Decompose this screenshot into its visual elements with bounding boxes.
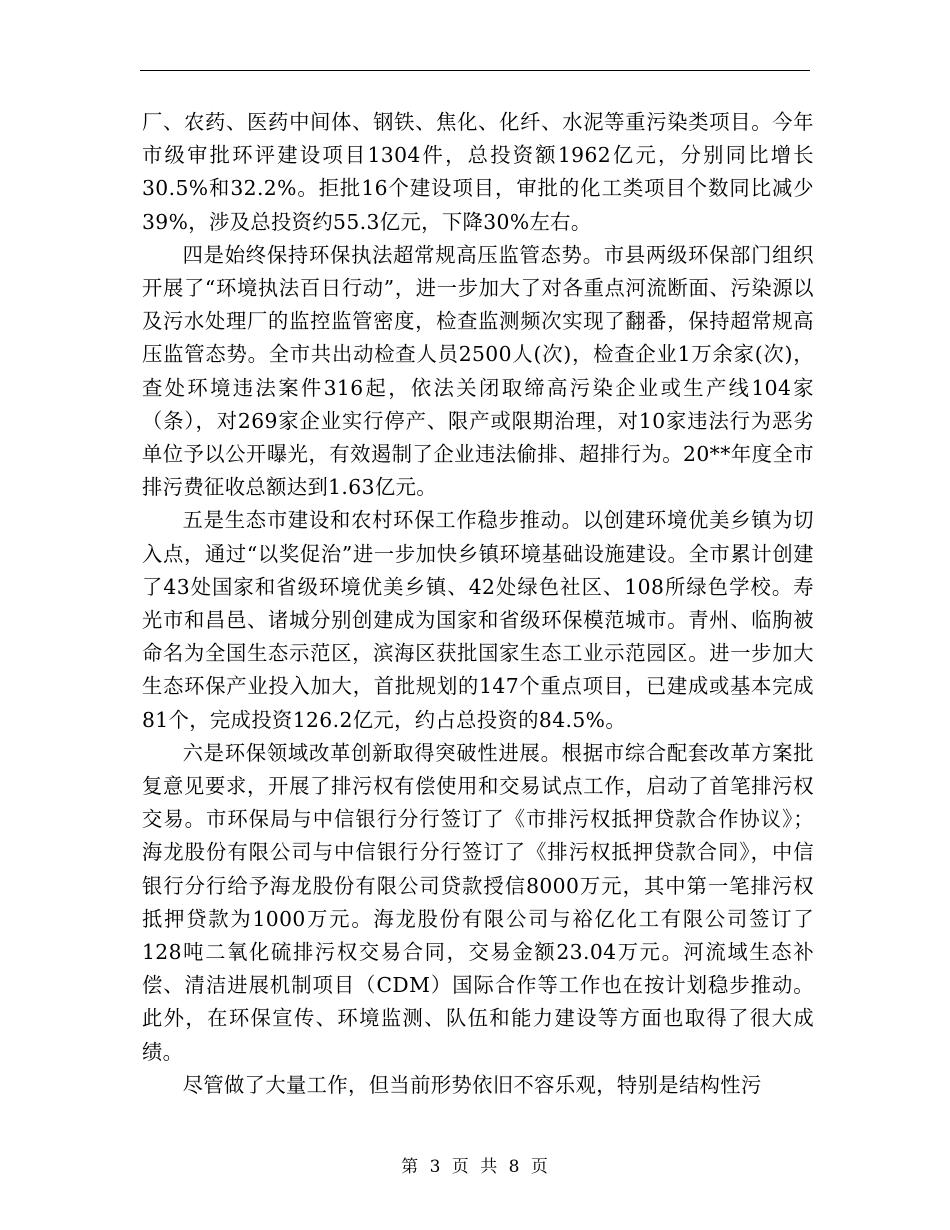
paragraph-enforcement: 四是始终保持环保执法超常规高压监管态势。市县两级环保部门组织开展了“环境执法百日行动”，进一步加大了对各重点河流断面、污染源以及污水处理厂的监控监管密度，检查监测频次实现了翻番，保持超常规高压监管态势。全市共出动检查人员2500人(次)，检查企业1万余家(次)，查处环境违法案件316起，依法关闭取缔高污染企业或生产线104家（条），对269家企业实行停产、限产或限期治理，对10家违法行为恶劣单位予以公开曝光，有效遏制了企业违法偷排、超排行为。20**年度全市排污费征收总额达到1.63亿元。 <box>142 242 814 500</box>
paragraph-ecological-city: 五是生态市建设和农村环保工作稳步推动。以创建环境优美乡镇为切入点，通过“以奖促治”进一步加快乡镇环境基础设施建设。全市累计创建了43处国家和省级环境优美乡镇、42处绿色社区、108所绿色学校。寿光市和昌邑、诸城分别创建成为国家和省级环保模范城市。青州、临朐被命名为全国生态示范区，滨海区获批国家生态工业示范园区。进一步加大生态环保产业投入加大，首批规划的147个重点项目，已建成或基本完成81个，完成投资126.2亿元，约占总投资的84.5%。 <box>142 508 814 732</box>
document-body <box>142 106 814 1102</box>
header-rule <box>140 70 810 71</box>
paragraph-reform: 六是环保领域改革创新取得突破性进展。根据市综合配套改革方案批复意见要求，开展了排污权有偿使用和交易试点工作，启动了首笔排污权交易。市环保局与中信银行分行签订了《市排污权抵押贷款合作协议》；海龙股份有限公司与中信银行分行签订了《排污权抵押贷款合同》，中信银行分行给予海龙股份有限公司贷款授信8000万元，其中第一笔排污权抵押贷款为1000万元。海龙股份有限公司与裕亿化工有限公司签订了128吨二氧化硫排污权交易合同，交易金额23.04万元。河流域生态补偿、清洁进展机制项目（CDM）国际合作等工作也在按计划稳步推动。此外，在环保宣传、环境监测、队伍和能力建设等方面也取得了很大成绩。 <box>142 740 814 1064</box>
paragraph-continued: 厂、农药、医药中间体、钢铁、焦化、化纤、水泥等重污染类项目。今年市级审批环评建设项目1304件，总投资额1962亿元，分别同比增长30.5%和32.2%。拒批16个建设项目，审批的化工类项目个数同比减少39%，涉及总投资约55.3亿元，下降30%左右。 <box>142 110 814 234</box>
page-number: 第 3 页 共 8 页 <box>401 1157 549 1177</box>
paragraph-challenges: 尽管做了大量工作，但当前形势依旧不容乐观，特别是结构性污 <box>182 1072 762 1097</box>
